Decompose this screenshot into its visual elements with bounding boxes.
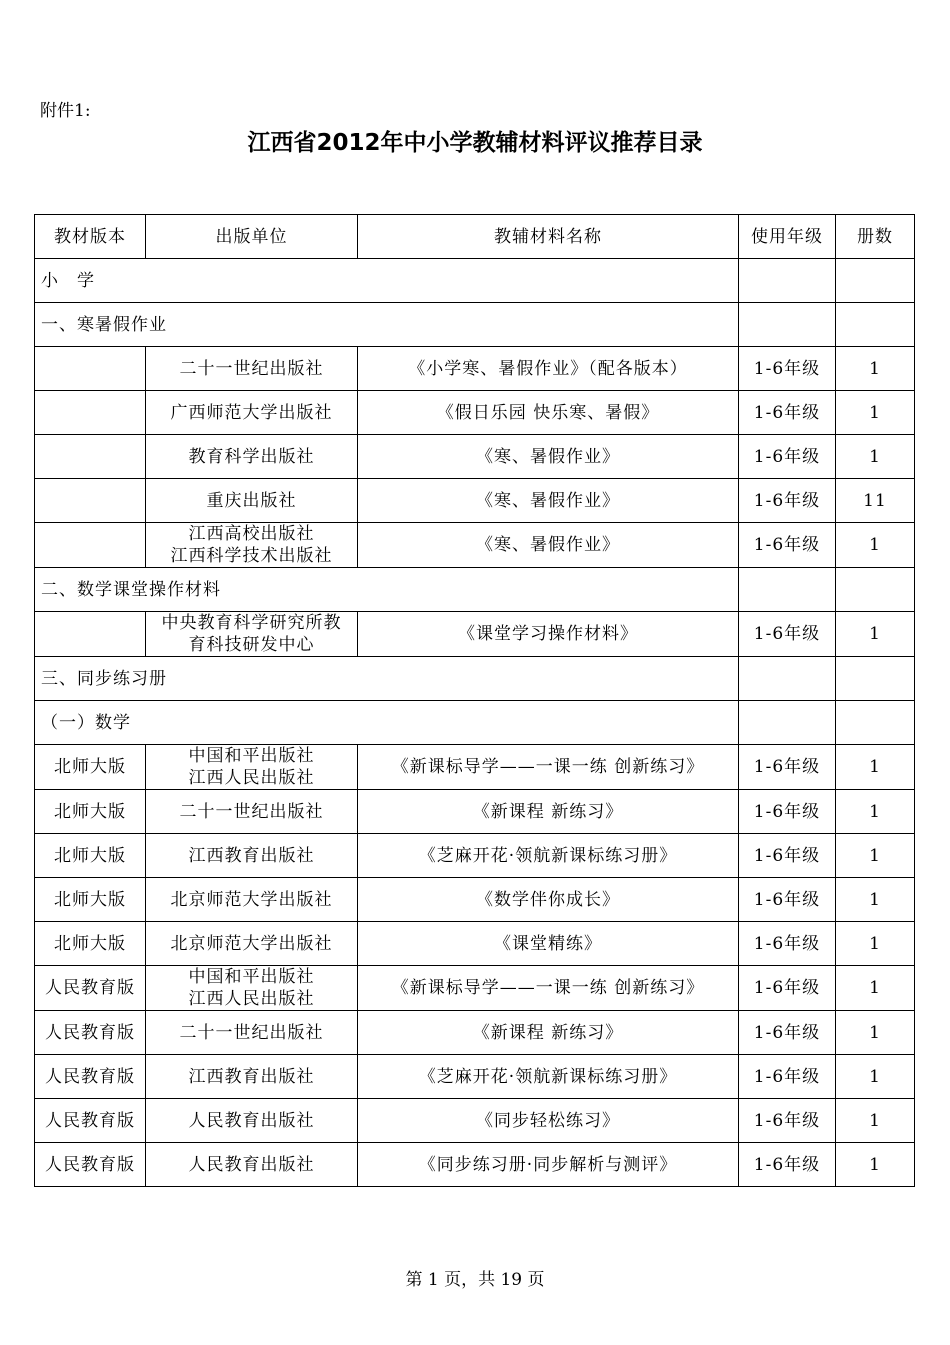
table-row xyxy=(35,347,915,391)
cell-grade: 1-6年级 xyxy=(739,878,836,922)
publisher-line: 人民教育出版社 xyxy=(188,1110,315,1131)
catalog-table xyxy=(34,214,915,1187)
table-row xyxy=(35,479,915,523)
attachment-label: 附件1: xyxy=(40,101,91,121)
page-title: 江西省2012年中小学教辅材料评议推荐目录 xyxy=(247,130,703,156)
cell-version xyxy=(35,523,146,568)
cell-publisher xyxy=(146,391,358,435)
cell-count: 1 xyxy=(836,1099,915,1143)
cell-material-name: 《新课标导学——一课一练 创新练习》 xyxy=(358,745,739,790)
cell-grade: 1-6年级 xyxy=(739,523,836,568)
cell-grade: 1-6年级 xyxy=(739,966,836,1011)
cell-version: 人民教育版 xyxy=(35,1143,146,1187)
publisher-line: 江西人民出版社 xyxy=(188,989,315,1009)
cell-count: 1 xyxy=(836,1011,915,1055)
cell-material-name: 《假日乐园 快乐寒、暑假》 xyxy=(358,391,739,435)
cell-count: 1 xyxy=(836,878,915,922)
cell-publisher xyxy=(146,966,358,1011)
cell-publisher xyxy=(146,479,358,523)
cell-publisher xyxy=(146,745,358,790)
section-grade-empty xyxy=(739,259,836,303)
section-grade-empty xyxy=(739,568,836,612)
table-row xyxy=(35,878,915,922)
section-row xyxy=(35,303,915,347)
cell-version: 北师大版 xyxy=(35,745,146,790)
cell-publisher xyxy=(146,834,358,878)
section-label: 小 学 xyxy=(35,259,739,303)
cell-version xyxy=(35,391,146,435)
cell-count: 1 xyxy=(836,790,915,834)
cell-material-name: 《新课标导学——一课一练 创新练习》 xyxy=(358,966,739,1011)
publisher-line: 北京师范大学出版社 xyxy=(170,933,333,954)
cell-grade: 1-6年级 xyxy=(739,922,836,966)
publisher-line: 重庆出版社 xyxy=(206,490,297,511)
publisher-line: 中央教育科学研究所教 xyxy=(161,613,342,633)
cell-publisher xyxy=(146,790,358,834)
cell-count: 1 xyxy=(836,834,915,878)
header-material-name: 教辅材料名称 xyxy=(358,215,739,259)
cell-grade: 1-6年级 xyxy=(739,834,836,878)
cell-publisher xyxy=(146,1143,358,1187)
cell-publisher xyxy=(146,1099,358,1143)
cell-publisher xyxy=(146,1011,358,1055)
cell-count: 1 xyxy=(836,1143,915,1187)
cell-publisher xyxy=(146,435,358,479)
publisher-line: 二十一世纪出版社 xyxy=(179,801,324,822)
cell-publisher xyxy=(146,1055,358,1099)
cell-material-name: 《新课程 新练习》 xyxy=(358,790,739,834)
cell-grade: 1-6年级 xyxy=(739,745,836,790)
table-row xyxy=(35,1055,915,1099)
section-label: 三、同步练习册 xyxy=(35,657,739,701)
cell-publisher xyxy=(146,878,358,922)
publisher-line: 北京师范大学出版社 xyxy=(170,889,333,910)
table-row xyxy=(35,523,915,568)
publisher-line: 教育科学出版社 xyxy=(188,446,315,467)
cell-material-name: 《同步轻松练习》 xyxy=(358,1099,739,1143)
section-row xyxy=(35,568,915,612)
cell-material-name: 《芝麻开花·领航新课标练习册》 xyxy=(358,1055,739,1099)
cell-grade: 1-6年级 xyxy=(739,612,836,657)
cell-material-name: 《芝麻开花·领航新课标练习册》 xyxy=(358,834,739,878)
cell-grade: 1-6年级 xyxy=(739,479,836,523)
cell-grade: 1-6年级 xyxy=(739,1055,836,1099)
table-row xyxy=(35,391,915,435)
table-row xyxy=(35,1099,915,1143)
table-row xyxy=(35,745,915,790)
header-grade: 使用年级 xyxy=(739,215,836,259)
cell-version: 北师大版 xyxy=(35,790,146,834)
cell-material-name: 《课堂精练》 xyxy=(358,922,739,966)
cell-publisher xyxy=(146,612,358,657)
table-row xyxy=(35,966,915,1011)
section-row xyxy=(35,657,915,701)
cell-material-name: 《寒、暑假作业》 xyxy=(358,435,739,479)
publisher-line: 中国和平出版社 xyxy=(188,746,315,766)
page-footer: 第 1 页，共 19 页 xyxy=(405,1270,545,1290)
table-row xyxy=(35,1011,915,1055)
publisher-line: 中国和平出版社 xyxy=(188,967,315,987)
section-grade-empty xyxy=(739,657,836,701)
header-row xyxy=(35,215,915,259)
cell-version xyxy=(35,435,146,479)
section-count-empty xyxy=(836,259,915,303)
cell-count: 1 xyxy=(836,435,915,479)
section-count-empty xyxy=(836,568,915,612)
cell-grade: 1-6年级 xyxy=(739,391,836,435)
section-label: （一）数学 xyxy=(35,701,739,745)
cell-material-name: 《数学伴你成长》 xyxy=(358,878,739,922)
section-grade-empty xyxy=(739,303,836,347)
section-count-empty xyxy=(836,303,915,347)
cell-material-name: 《新课程 新练习》 xyxy=(358,1011,739,1055)
section-label: 一、寒暑假作业 xyxy=(35,303,739,347)
table-row xyxy=(35,834,915,878)
publisher-line: 广西师范大学出版社 xyxy=(170,402,333,423)
publisher-line: 江西人民出版社 xyxy=(188,768,315,788)
publisher-line: 二十一世纪出版社 xyxy=(179,1022,324,1043)
cell-version: 人民教育版 xyxy=(35,1099,146,1143)
cell-material-name: 《课堂学习操作材料》 xyxy=(358,612,739,657)
publisher-line: 二十一世纪出版社 xyxy=(179,358,324,379)
header-publisher: 出版单位 xyxy=(146,215,358,259)
section-label: 二、数学课堂操作材料 xyxy=(35,568,739,612)
table-row xyxy=(35,922,915,966)
cell-grade: 1-6年级 xyxy=(739,1099,836,1143)
cell-version xyxy=(35,479,146,523)
section-row xyxy=(35,259,915,303)
cell-version: 北师大版 xyxy=(35,922,146,966)
section-count-empty xyxy=(836,657,915,701)
cell-count: 1 xyxy=(836,1055,915,1099)
cell-publisher xyxy=(146,922,358,966)
cell-version: 人民教育版 xyxy=(35,966,146,1011)
cell-publisher xyxy=(146,523,358,568)
cell-version: 北师大版 xyxy=(35,878,146,922)
table-row xyxy=(35,612,915,657)
cell-material-name: 《寒、暑假作业》 xyxy=(358,523,739,568)
section-grade-empty xyxy=(739,701,836,745)
publisher-line: 江西教育出版社 xyxy=(188,845,315,866)
table-row xyxy=(35,1143,915,1187)
cell-version xyxy=(35,612,146,657)
cell-grade: 1-6年级 xyxy=(739,1143,836,1187)
cell-count: 1 xyxy=(836,745,915,790)
cell-count: 1 xyxy=(836,391,915,435)
header-count: 册数 xyxy=(836,215,915,259)
cell-material-name: 《小学寒、暑假作业》（配各版本） xyxy=(358,347,739,391)
table-row xyxy=(35,790,915,834)
publisher-line: 江西高校出版社 xyxy=(188,524,315,544)
publisher-line: 江西科学技术出版社 xyxy=(170,546,333,566)
cell-count: 1 xyxy=(836,612,915,657)
publisher-line: 江西教育出版社 xyxy=(188,1066,315,1087)
cell-publisher xyxy=(146,347,358,391)
header-version: 教材版本 xyxy=(35,215,146,259)
cell-version: 人民教育版 xyxy=(35,1055,146,1099)
publisher-line: 育科技研发中心 xyxy=(188,635,315,655)
cell-count: 1 xyxy=(836,922,915,966)
cell-grade: 1-6年级 xyxy=(739,347,836,391)
cell-count: 1 xyxy=(836,347,915,391)
cell-version xyxy=(35,347,146,391)
cell-material-name: 《同步练习册·同步解析与测评》 xyxy=(358,1143,739,1187)
publisher-line: 人民教育出版社 xyxy=(188,1154,315,1175)
cell-version: 北师大版 xyxy=(35,834,146,878)
section-count-empty xyxy=(836,701,915,745)
cell-grade: 1-6年级 xyxy=(739,435,836,479)
cell-grade: 1-6年级 xyxy=(739,1011,836,1055)
table-row xyxy=(35,435,915,479)
cell-count: 1 xyxy=(836,966,915,1011)
cell-count: 11 xyxy=(836,479,915,523)
cell-version: 人民教育版 xyxy=(35,1011,146,1055)
cell-grade: 1-6年级 xyxy=(739,790,836,834)
section-row xyxy=(35,701,915,745)
cell-material-name: 《寒、暑假作业》 xyxy=(358,479,739,523)
cell-count: 1 xyxy=(836,523,915,568)
